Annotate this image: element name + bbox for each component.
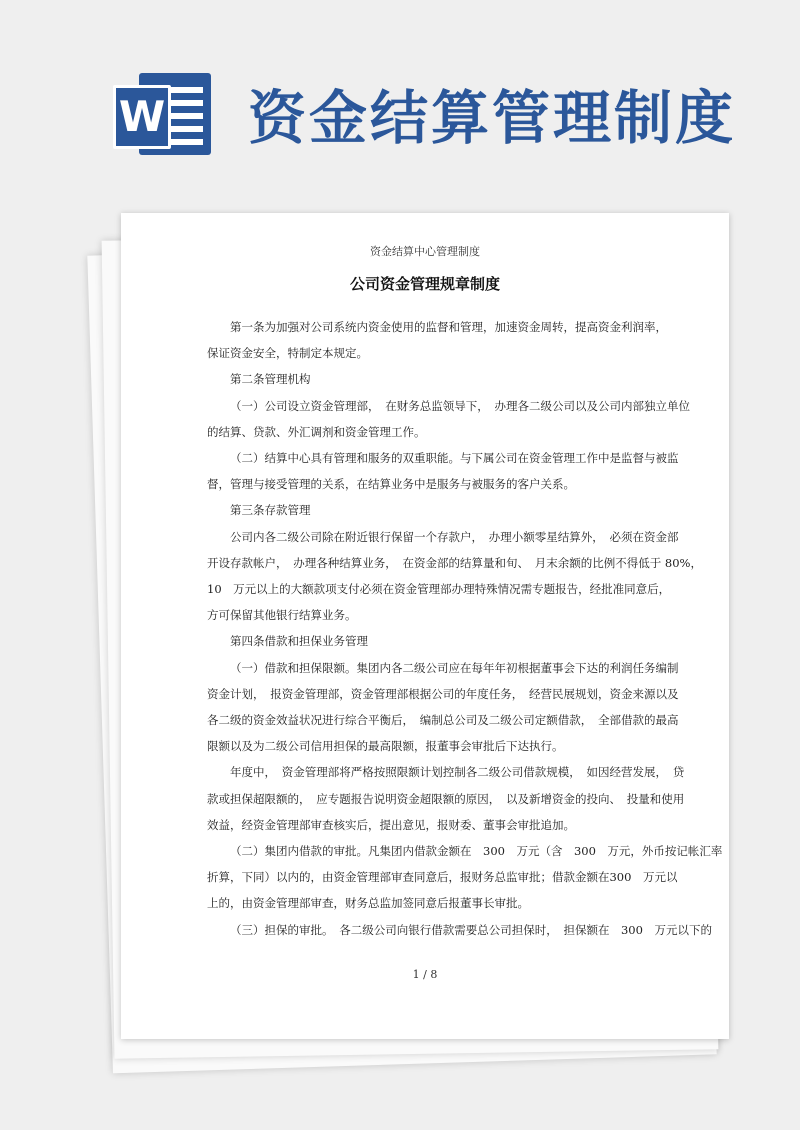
banner-title: 资金结算管理制度 <box>248 84 737 152</box>
body-line: （二）集团内借款的审批。凡集团内借款金额在 300 万元（含 300 万元，外币按记帐汇率 <box>230 844 723 859</box>
body-line: 年度中， 资金管理部将严格按照限额计划控制各二级公司借款规模， 如因经营发展， 贷 <box>230 765 685 780</box>
body-line: 第一条为加强对公司系统内资金使用的监督和管理，加速资金周转，提高资金利润率， <box>230 320 667 334</box>
body-line: 效益，经资金管理部审查核实后，提出意见，报财委、董事会审批追加。 <box>207 817 575 832</box>
body-line: 督，管理与接受管理的关系，在结算业务中是服务与被服务的客户关系。 <box>207 477 575 492</box>
word-document-icon <box>113 73 213 155</box>
body-line: （一）公司设立资金管理部， 在财务总监领导下， 办理各二级公司以及公司内部独立单位 <box>230 398 690 413</box>
body-line: （三）担保的审批。 各二级公司向银行借款需要总公司担保时， 担保额在 300 万元以下的 <box>230 922 712 937</box>
body-line: 公司内各二级公司除在附近银行保留一个存款户， 办理小额零星结算外， 必须在资金部 <box>230 529 679 544</box>
section-heading: 第二条管理机构 <box>230 372 311 387</box>
body-line: 限额以及为二级公司信用担保的最高限额，报董事会审批后下达执行。 <box>207 739 564 754</box>
body-line: 开设存款帐户， 办理各种结算业务， 在资金部的结算量和旬、 月末余额的比例不得低于 80%， <box>207 555 702 570</box>
document-title: 公司资金管理规章制度 <box>349 275 500 293</box>
page-number: 1 / 8 <box>412 968 438 981</box>
body-line: （二）结算中心具有管理和服务的双重职能。与下属公司在资金管理工作中是监督与被监 <box>230 451 679 466</box>
body-line: 保证资金安全，特制定本规定。 <box>207 346 368 361</box>
body-line: 款或担保超限额的， 应专题报告说明资金超限额的原因， 以及新增资金的投向、 投量和使用 <box>207 791 685 806</box>
document-body <box>207 314 723 943</box>
section-heading: 第三条存款管理 <box>230 503 311 518</box>
body-line: 上的，由资金管理部审查，财务总监加签同意后报董事长审批。 <box>207 896 529 911</box>
running-header: 资金结算中心管理制度 <box>370 245 480 258</box>
document-page <box>121 213 729 1039</box>
body-line: 资金计划， 报资金管理部，资金管理部根据公司的年度任务， 经营民展规划，资金来源以及 <box>207 686 679 701</box>
body-line: 各二级的资金效益状况进行综合平衡后， 编制总公司及二级公司定额借款， 全部借款的最高 <box>207 713 679 728</box>
section-heading: 第四条借款和担保业务管理 <box>230 634 368 649</box>
body-line: 10 万元以上的大额款项支付必须在资金管理部办理特殊情况需专题报告，经批准同意后， <box>207 582 671 597</box>
body-line: 折算，下同）以内的，由资金管理部审查同意后，报财务总监审批；借款金额在300 万元以 <box>207 870 678 885</box>
body-line: 的结算、贷款、外汇调剂和资金管理工作。 <box>207 424 426 439</box>
body-line: 方可保留其他银行结算业务。 <box>207 608 357 623</box>
banner <box>0 0 800 200</box>
word-letter-badge: W <box>113 85 171 149</box>
body-line: （一）借款和担保限额。集团内各二级公司应在每年年初根据董事会下达的利润任务编制 <box>230 660 679 675</box>
